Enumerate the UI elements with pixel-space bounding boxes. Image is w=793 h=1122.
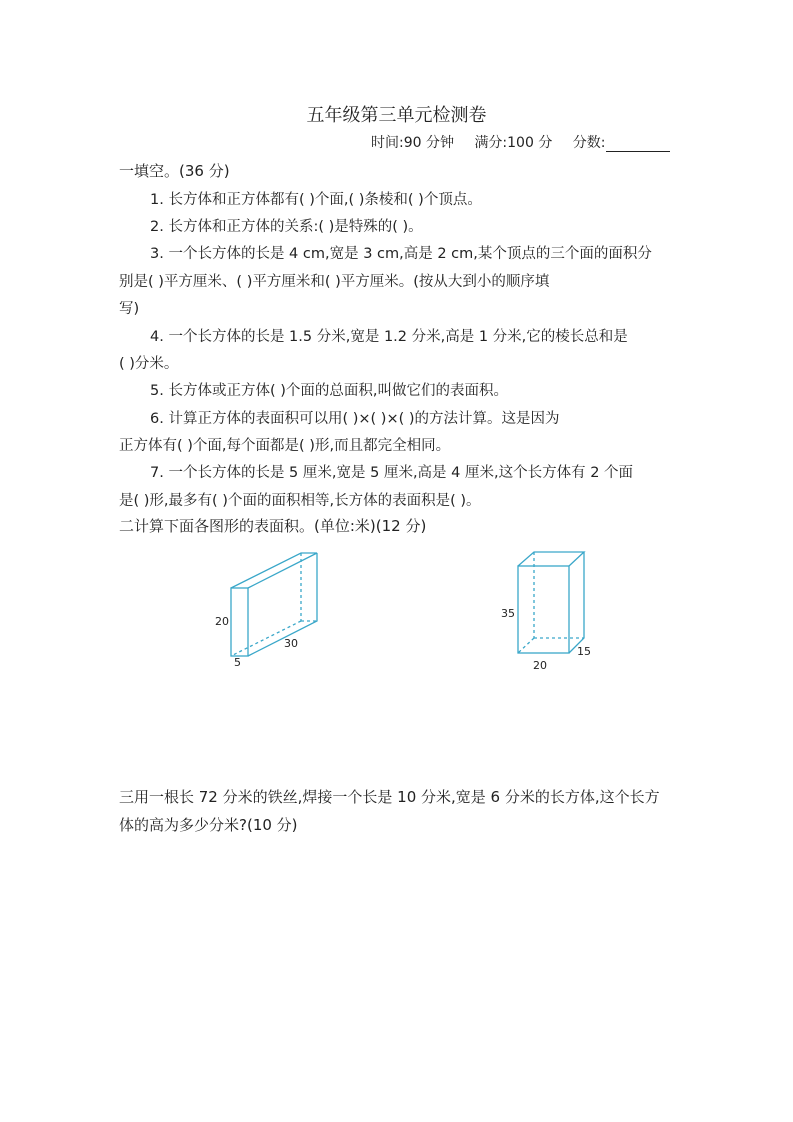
question-5: 5. 长方体或正方体( )个面的总面积,叫做它们的表面积。 — [150, 383, 508, 399]
question-1: 1. 长方体和正方体都有( )个面,( )条棱和( )个顶点。 — [150, 192, 482, 208]
question-4-line1: 4. 一个长方体的长是 1.5 分米,宽是 1.2 分米,高是 1 分米,它的棱长总和是 — [150, 329, 628, 345]
figure1-height-label: 20 — [215, 615, 229, 628]
score-label: 分数: — [572, 135, 606, 151]
section3-line2: 体的高为多少分米?(10 分) — [119, 816, 298, 834]
question-7-line1: 7. 一个长方体的长是 5 厘米,宽是 5 厘米,高是 4 厘米,这个长方体有 2 个面 — [150, 465, 634, 481]
figure1-length-label: 30 — [284, 637, 298, 650]
question-4-line2: ( )分米。 — [119, 356, 179, 372]
front-face — [518, 566, 569, 653]
exam-meta — [371, 132, 686, 152]
question-7-line2: 是( )形,最多有( )个面的面积相等,长方体的表面积是( )。 — [119, 493, 481, 509]
side-face — [248, 553, 317, 656]
section1-heading: 一填空。(36 分) — [119, 162, 230, 180]
question-3-line2: 别是( )平方厘米、( )平方厘米和( )平方厘米。(按从大到小的顺序填 — [119, 274, 550, 290]
page-title: 五年级第三单元检测卷 — [306, 105, 487, 126]
top-face — [518, 552, 584, 566]
full-score: 满分:100 分 — [474, 135, 553, 151]
front-face — [231, 588, 248, 656]
section3-line1: 三用一根长 72 分米的铁丝,焊接一个长是 10 分米,宽是 6 分米的长方体,这个长方 — [119, 788, 660, 806]
figure2-height-label: 35 — [501, 607, 515, 620]
section2-heading: 二计算下面各图形的表面积。(单位:米)(12 分) — [119, 517, 427, 535]
time-limit: 时间:90 分钟 — [371, 135, 454, 151]
question-6-line2: 正方体有( )个面,每个面都是( )形,而且都完全相同。 — [119, 438, 451, 454]
cuboid-figure-1 — [205, 545, 335, 675]
top-face — [231, 553, 317, 588]
question-6-line1: 6. 计算正方体的表面积可以用( )×( )×( )的方法计算。这是因为 — [150, 411, 560, 427]
cuboid-figure-2 — [495, 545, 605, 675]
score-blank[interactable] — [606, 139, 670, 152]
figure2-width-label: 15 — [577, 645, 591, 658]
question-2: 2. 长方体和正方体的关系:( )是特殊的( )。 — [150, 219, 423, 235]
question-3-line3: 写) — [119, 301, 140, 317]
question-3-line1: 3. 一个长方体的长是 4 cm,宽是 3 cm,高是 2 cm,某个顶点的三个面的面积分 — [150, 246, 652, 262]
figure2-length-label: 20 — [533, 659, 547, 672]
hidden-edge — [518, 638, 534, 653]
figure1-width-label: 5 — [234, 656, 241, 669]
